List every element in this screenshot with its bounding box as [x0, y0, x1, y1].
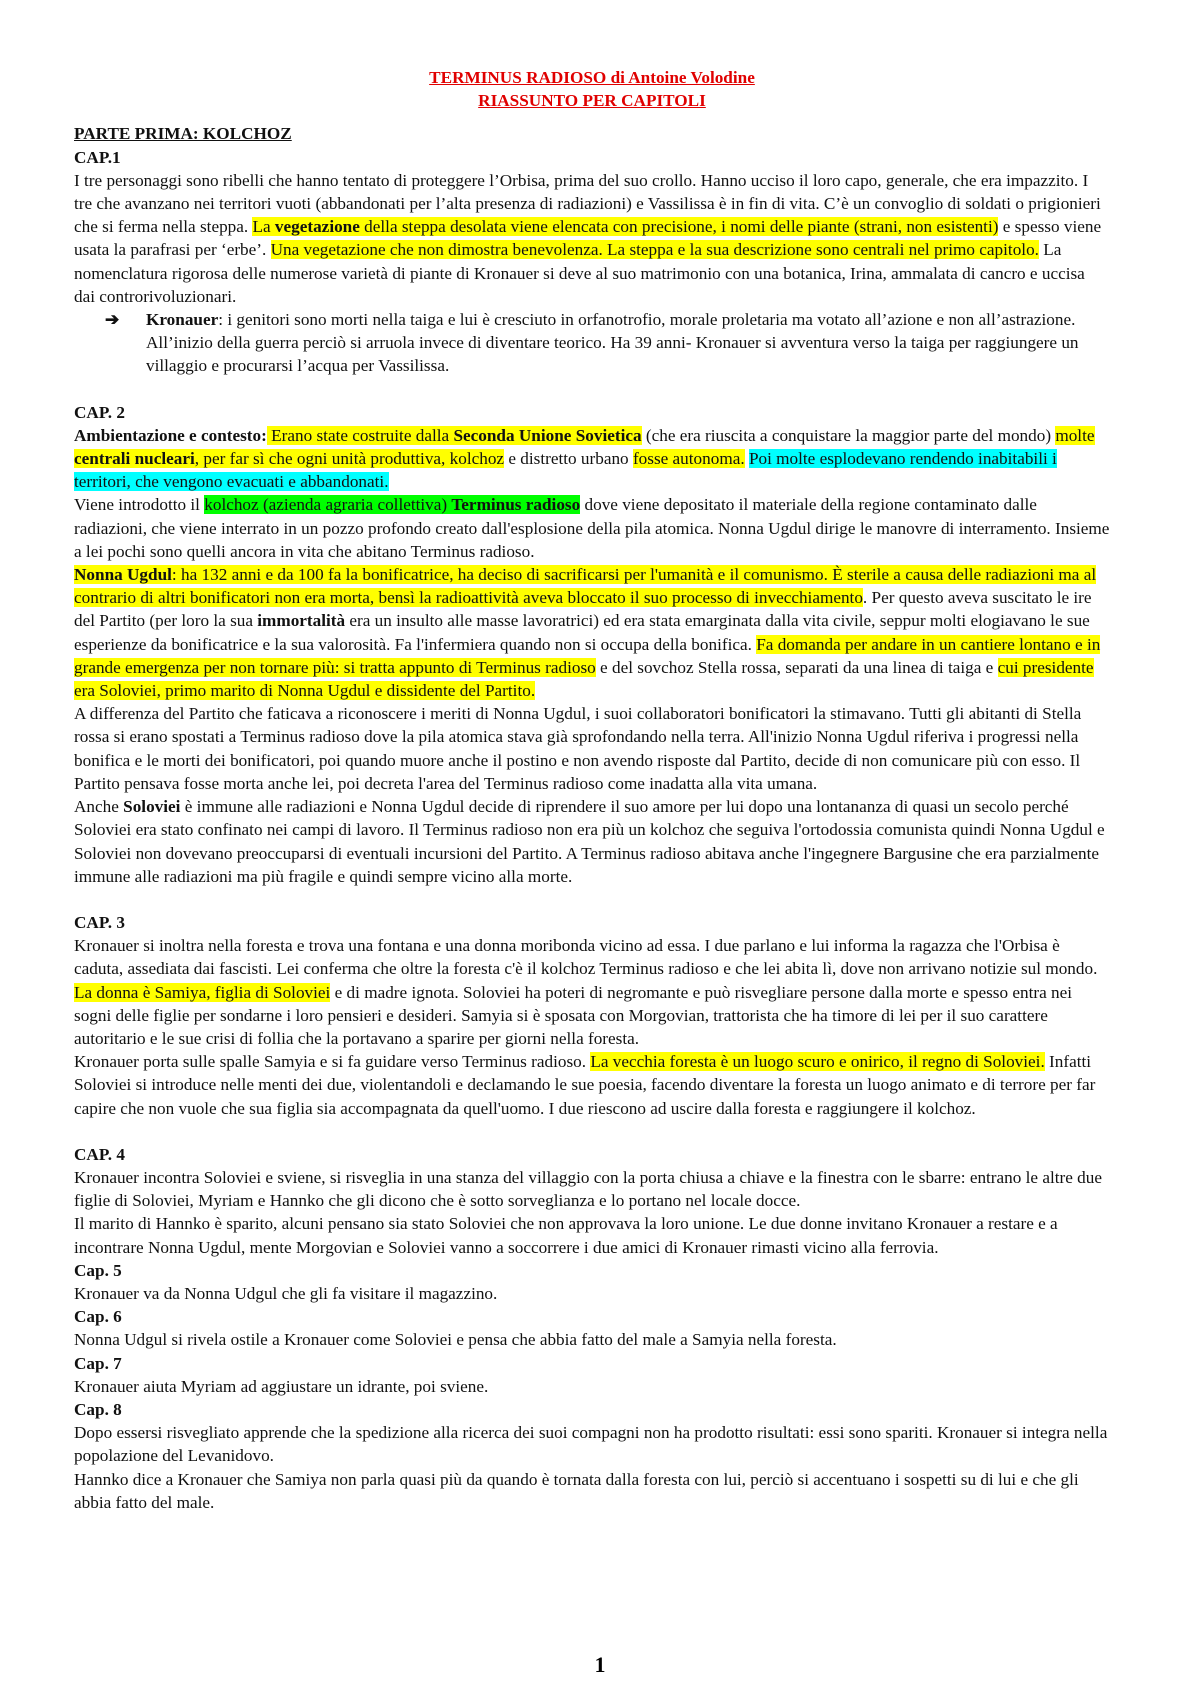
- title-line-1: TERMINUS RADIOSO di Antoine Volodine: [429, 68, 755, 87]
- chapter-2-paragraph-4: A differenza del Partito che faticava a riconoscere i meriti di Nonna Ugdul, i suoi collaboratori bonificatori la stimavano. Tutti gli abitanti di Stella rossa si erano spostati a Terminus radioso dove la pila atomica stava già sprofondando nella terra. All'inizio Nonna Ugdul riferiva i progressi nella bonifica e le morti dei bonificatori, poi quando muore anche il postino e non avendo risposte dal Partito, decide di non comunicare più con esso. Il Partito pensava fosse morta anche lei, poi decreta l'area del Terminus radioso come inadatta alla vita umana.: [74, 704, 1082, 793]
- bold-term: immortalità: [257, 611, 346, 631]
- text-run: e di madre ignota. Soloviei ha poteri di negromante e può risvegliare persone dalla morte e spesso entra nei sogni delle figlie per sondarne i loro pensieri e desideri. Samyia si è sposata con Morgovian, trattorista che ha timore di lei per il suo carattere autoritario e le sue crisi di follia che la portavano a sparire per giorni nella foresta.: [74, 982, 1073, 1048]
- text-run: I tre personaggi sono ribelli che hanno tentato di proteggere l’Orbisa, prima del suo crollo. Hanno ucciso il loro capo, generale, che era impazzito. I tre che avanzano nei territori vuoti (abbandonati per l’alta presenza di radiazioni) e Vassilissa è in fin di vita. C’è un convoglio di soldati o prigionieri che si ferma nella steppa.: [74, 170, 1101, 237]
- chapter-6-heading: Cap. 6: [74, 1307, 122, 1327]
- text-run: dove viene depositato il materiale della regione contaminato dalle radiazioni, che viene interrato in un pozzo profondo creato dall'esplosione della pila atomica. Nonna Ugdul dirige le manovre di interramento. Insieme a lei pochi sono quelli ancora in vita che abitano Terminus radioso.: [74, 495, 1110, 561]
- text-run: e distretto urbano: [504, 449, 633, 469]
- chapter-3-heading: CAP. 3: [74, 912, 125, 932]
- bold-term: Kronauer: [146, 310, 219, 330]
- highlight-yellow: La donna è Samiya, figlia di Soloviei: [74, 982, 331, 1002]
- text-run: La: [252, 217, 275, 237]
- chapter-1-paragraph: [74, 169, 1110, 308]
- text-run: della steppa desolata viene elencata con precisione, i nomi delle piante (strani, non esistenti): [359, 217, 999, 237]
- text-run: Kronauer si inoltra nella foresta e trova una fontana e una donna moribonda vicino ad essa. I due parlano e lui informa la ragazza che l'Orbisa è caduta, assediata dai fascisti. Lei conferma che oltre la foresta c'è il kolchoz Terminus radioso e che lei abita lì, dove non arrivano notizie sul mondo.: [74, 936, 1098, 979]
- chapter-5-heading: Cap. 5: [74, 1260, 122, 1280]
- chapter-2-paragraph-1: [74, 424, 1110, 494]
- text-run: : i genitori sono morti nella taiga e lui è cresciuto in orfanotrofio, morale proletaria ma votato all’azione e non all’astrazione. All’inizio della guerra perciò si arruola invece di diventare teorico. Ha 39 anni- Kronauer si avventura verso la taiga per raggiungere un villaggio e procurarsi l’acqua per Vassilissa.: [146, 310, 1079, 376]
- text-run: La nomenclatura rigorosa delle numerose varietà di piante di Kronauer si deve al suo matrimonio con una botanica, Irina, ammalata di cancro e uccisa dai controrivoluzionari.: [74, 240, 1085, 306]
- bold-term: centrali nucleari: [74, 449, 195, 469]
- text-run: Viene introdotto il: [74, 495, 205, 515]
- bold-term: Terminus radioso: [451, 495, 581, 515]
- arrow-bullet-icon: ➔: [105, 310, 120, 330]
- chapter-5-paragraph: Kronauer va da Nonna Udgul che gli fa visitare il magazzino.: [74, 1283, 498, 1303]
- chapter-3-paragraph-1: [74, 934, 1110, 1050]
- highlight-yellow: La vecchia foresta è un luogo scuro e onirico, il regno di Soloviei.: [590, 1052, 1045, 1072]
- chapter-8-paragraph-2: Hannko dice a Kronauer che Samiya non parla quasi più da quando è tornata dalla foresta con lui, perciò si accentuano i sospetti su di lui e che gli abbia fatto del male.: [74, 1469, 1079, 1512]
- chapter-8-heading: Cap. 8: [74, 1399, 122, 1419]
- highlight-yellow: cui presidente era Soloviei, primo marito di Nonna Ugdul e dissidente del Partito.: [74, 657, 1094, 701]
- text-run: : ha 132 anni e da 100 fa la bonificatrice, ha deciso di sacrificarsi per l'umanità e il comunismo. È sterile a causa delle radiazioni ma al contrario di altri bonificatori non era morta, bensì la radioattività aveva bloccato il suo processo di invecchiamento: [74, 565, 1097, 608]
- chapter-2-heading: CAP. 2: [74, 402, 125, 422]
- highlight-cyan: Poi molte esplodevano rendendo inabitabili i territori, che vengono evacuati e abbandonati.: [74, 449, 1057, 492]
- highlight-yellow: Una vegetazione che non dimostra benevolenza. La steppa e la sua descrizione sono centrali nel primo capitolo.: [270, 240, 1039, 260]
- chapter-6-paragraph: Nonna Udgul si rivela ostile a Kronauer come Soloviei e pensa che abbia fatto del male a Samyia nella foresta.: [74, 1330, 837, 1350]
- part-heading: PARTE PRIMA: KOLCHOZ: [74, 124, 292, 144]
- chapter-2-paragraph-5: [74, 795, 1110, 888]
- kronauer-bullet: [74, 308, 1110, 378]
- highlight-green: [204, 495, 580, 514]
- chapter-4-heading: CAP. 4: [74, 1144, 125, 1164]
- page-number: 1: [594, 1652, 606, 1677]
- bold-term: Nonna Ugdul: [74, 565, 172, 585]
- chapter-7-heading: Cap. 7: [74, 1353, 122, 1373]
- highlight-yellow: [252, 217, 998, 236]
- bold-term: Ambientazione e contesto:: [74, 425, 267, 445]
- highlight-yellow: [267, 426, 642, 445]
- text-run: e del sovchoz Stella rossa, separati da una linea di taiga e: [595, 657, 998, 677]
- text-run: Infatti Soloviei si introduce nelle menti dei due, violentandoli e declamando le sue poesia, facendo diventare la foresta un luogo animato e di terrore per far capire che non vuole che sua figlia sia accompagnata da quell'uomo. I due riescono ad uscire dalla foresta e raggiungere il kolchoz.: [74, 1052, 1096, 1118]
- bold-term: Seconda Unione Sovietica: [453, 425, 642, 445]
- bold-term: Soloviei: [123, 797, 181, 817]
- text-run: Kronauer porta sulle spalle Samyia e si fa guidare verso Terminus radioso.: [74, 1052, 591, 1072]
- text-run: era un insulto alle masse lavoratrici) ed era stata emarginata dalla vita civile, seppur molti elogiavano le sue esperienze da bonificatrice e la sua valorosità. Fa l'infermiera quando non si occupa della bonifica.: [74, 611, 1090, 654]
- chapter-1-heading: CAP.1: [74, 147, 121, 167]
- chapter-8-paragraph-1: Dopo essersi risvegliato apprende che la spedizione alla ricerca dei suoi compagni non ha prodotto risultati: essi sono spariti. Kronauer si integra nella popolazione del Levanidovo.: [74, 1423, 1108, 1466]
- text-run: (che era riuscita a conquistare la maggior parte del mondo): [641, 425, 1056, 445]
- chapter-2-paragraph-2: [74, 493, 1110, 563]
- chapter-4-paragraph-2: Il marito di Hannko è sparito, alcuni pensano sia stato Soloviei che non approvava la loro unione. Le due donne invitano Kronauer a restare e a incontrare Nonna Ugdul, mente Morgovian e Soloviei vanno a soccorrere i due amici di Kronauer rimasti vicino alla ferrovia.: [74, 1214, 1058, 1257]
- text-run: kolchoz (azienda agraria collettiva): [204, 495, 452, 515]
- document-page: [74, 66, 1110, 1514]
- chapter-3-paragraph-2: [74, 1050, 1110, 1120]
- text-run: molte: [1055, 425, 1095, 445]
- chapter-4-paragraph-1: Kronauer incontra Soloviei e sviene, si risveglia in una stanza del villaggio con la porta chiusa a chiave e la finestra con le sbarre: entrano le altre due figlie di Soloviei, Myriam e Hannko che gli dicono che è sotto sorveglianza e lo portano nel locale docce.: [74, 1167, 1102, 1211]
- text-run: . Per questo aveva suscitato le ire del Partito (per loro la sua: [74, 588, 1092, 631]
- highlight-yellow: Fa domanda per andare in un cantiere lontano e in grande emergenza per non tornare più: si tratta appunto di Terminus radioso: [74, 634, 1101, 677]
- document-title: [74, 66, 1110, 112]
- bold-term: vegetazione: [274, 217, 360, 237]
- text-run: è immune alle radiazioni e Nonna Ugdul decide di riprendere il suo amore per lui dopo una lontananza di quasi un secolo perché Soloviei era stato confinato nei campi di lavoro. Il Terminus radioso non era più un kolchoz che seguiva l'ortodossia comunista quindi Nonna Ugdul e Soloviei non dovevano preoccuparsi di eventuali incursioni del Partito. A Terminus radioso abitava anche l'ingegnere Bargusine che era parzialmente immune alle radiazioni ma più fragile e quindi sempre vicino alla morte.: [74, 797, 1105, 886]
- text-run: Anche: [74, 797, 124, 817]
- text-run: e spesso viene usata la parafrasi per ‘erbe’.: [74, 217, 1102, 260]
- title-line-2: RIASSUNTO PER CAPITOLI: [478, 91, 706, 111]
- chapter-2-paragraph-3: [74, 563, 1110, 702]
- text-run: , per far sì che ogni unità produttiva, kolchoz: [194, 449, 505, 469]
- text-run: Erano state costruite dalla: [266, 425, 454, 445]
- highlight-yellow: fosse autonoma.: [632, 449, 745, 469]
- chapter-7-paragraph: Kronauer aiuta Myriam ad aggiustare un idrante, poi sviene.: [74, 1376, 489, 1396]
